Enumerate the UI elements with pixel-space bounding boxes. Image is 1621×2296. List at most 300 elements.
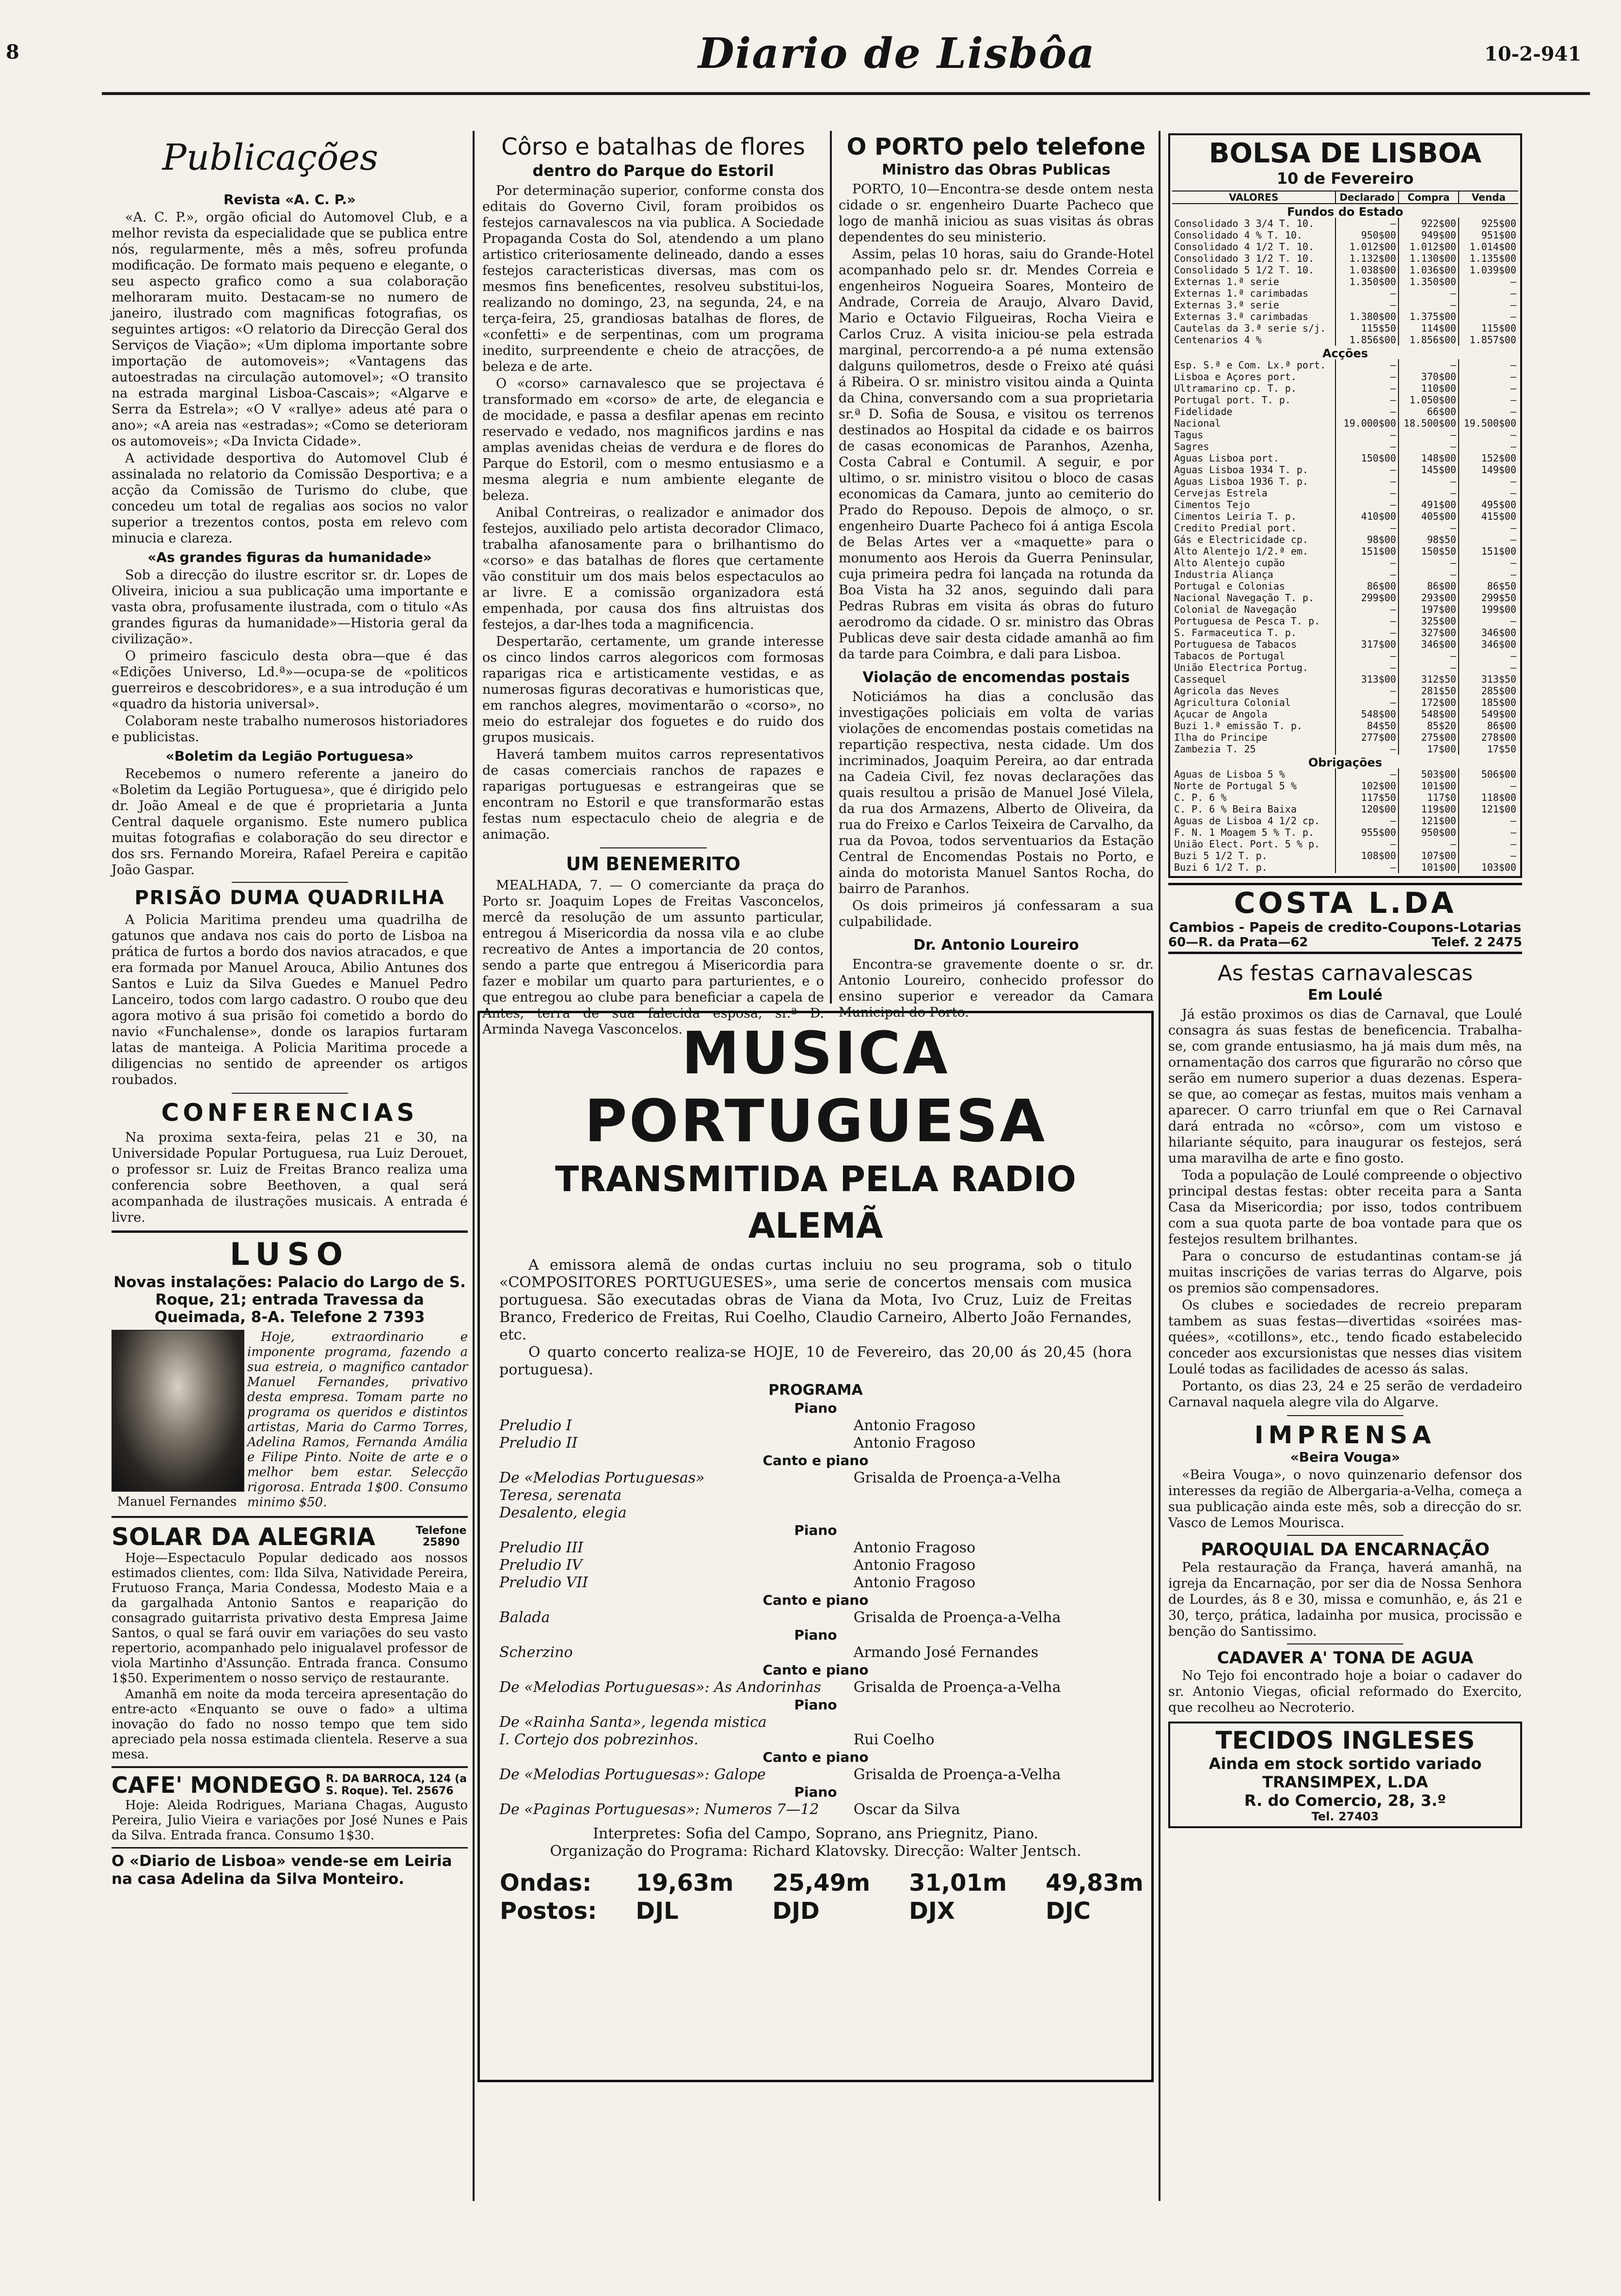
- posto-2: DJD: [772, 1897, 820, 1925]
- musica-portuguesa-ad: [477, 1011, 1154, 2082]
- bolsa-price: —: [1335, 569, 1399, 580]
- bolsa-security-name: Centenarios 4 %: [1174, 334, 1262, 346]
- column-3: [839, 133, 1154, 1020]
- bolsa-security-name: Consolidado 5 1/2 T. 10.: [1174, 264, 1314, 276]
- bolsa-price: —: [1399, 557, 1459, 569]
- bolsa-price: —: [1459, 359, 1518, 371]
- program-performer: Armando José Fernandes: [853, 1644, 1039, 1661]
- bolsa-price: —: [1459, 371, 1518, 383]
- bolsa-price: 86$00: [1399, 580, 1459, 592]
- bolsa-price: —: [1335, 394, 1399, 406]
- bolsa-security-name: Cimentos Tejo: [1174, 499, 1250, 510]
- bolsa-price: 1.380$00: [1335, 311, 1399, 322]
- bolsa-price: 86$50: [1459, 580, 1518, 592]
- conferencias-title: CONFERENCIAS: [161, 1099, 418, 1127]
- bolsa-price: —: [1399, 662, 1459, 673]
- program-section-heading: Piano: [794, 1697, 837, 1713]
- benemerito-title: UM BENEMERITO: [566, 853, 741, 875]
- benemerito-body: MEALHADA, 7. — O comerciante da praça do Porto sr. Joaquim Lopes de Freitas Vasconcelos, mercê da resolução de um assunto particular, entregou á Misericordia da nossa vila e ao clube recreativo de Antes a importancia de 20 contos, sendo a parte que entregou á Misericordia para fazer e mobilar um quarto para parturientes, e o que entregou ao clube para beneficiar a capela de Antes, terra de sua falecida esposa, sr.ª D. Arminda Navega Vasconcelos.: [482, 878, 824, 1037]
- program-performer: [854, 1714, 1132, 1731]
- loule-body5: Portanto, os dias 23, 24 e 25 serão de verdadeiro Carnaval naquela alegre vila do Algarve.: [1168, 1379, 1522, 1410]
- bolsa-security-name: União Elect. Port. 5 % p.: [1174, 838, 1320, 850]
- bolsa-price: 1.857$00: [1459, 334, 1518, 346]
- program-performer: [854, 1487, 1132, 1504]
- bolsa-price: 950$00: [1399, 827, 1459, 838]
- bolsa-price: 101$00: [1399, 780, 1459, 792]
- postos-label: Postos:: [500, 1897, 597, 1925]
- bolsa-price: 199$00: [1459, 604, 1518, 615]
- bolsa-price: 922$00: [1399, 218, 1459, 229]
- bolsa-price: 549$00: [1459, 708, 1518, 720]
- bolsa-group-title: Acções: [1322, 347, 1368, 360]
- bolsa-price: 150$50: [1399, 545, 1459, 557]
- bolsa-security-name: Credito Predial port.: [1174, 522, 1297, 534]
- bolsa-security-name: Aguas de Lisboa 5 %: [1174, 768, 1285, 780]
- bolsa-price: 84$50: [1335, 720, 1399, 732]
- bolsa-price: —: [1459, 815, 1518, 827]
- divider: [111, 1230, 468, 1233]
- bolsa-price: 951$00: [1459, 229, 1518, 241]
- divider: [111, 1516, 468, 1518]
- program-work: De «Melodias Portuguesas»: As Andorinhas: [499, 1679, 821, 1696]
- bolsa-price: —: [1459, 287, 1518, 299]
- bolsa-price: 1.856$00: [1335, 334, 1399, 346]
- bolsa-price: 66$00: [1399, 406, 1459, 417]
- bolsa-group-title: Obrigações: [1308, 756, 1383, 769]
- loule-subtitle: Em Loulé: [1308, 987, 1383, 1004]
- bolsa-price: 293$00: [1399, 592, 1459, 604]
- program-work: Preludio II: [499, 1435, 578, 1451]
- bolsa-security-name: Alto Alentejo cupão: [1174, 557, 1285, 569]
- bolsa-price: 312$50: [1399, 673, 1459, 685]
- bolsa-price: —: [1459, 406, 1518, 417]
- bolsa-price: 1.132$00: [1335, 253, 1399, 264]
- bolsa-security-name: Norte de Portugal 5 %: [1174, 780, 1297, 792]
- onda-2: 25,49m: [772, 1869, 871, 1897]
- bolsa-price: 149$00: [1459, 464, 1518, 476]
- bolsa-price: —: [1335, 685, 1399, 697]
- figuras-body3: Colaboram neste trabalho numerosos historiadores e publicistas.: [111, 714, 468, 745]
- bolsa-price: 1.375$00: [1399, 311, 1459, 322]
- bolsa-price: 150$00: [1335, 452, 1399, 464]
- bolsa-security-name: Portugal e Colonias: [1174, 580, 1285, 592]
- program-section-heading: Piano: [794, 1400, 837, 1416]
- bolsa-price: 1.350$00: [1399, 276, 1459, 287]
- bolsa-price: 107$00: [1399, 850, 1459, 861]
- figuras-title: «As grandes figuras da humanidade»: [147, 549, 432, 565]
- bolsa-price: —: [1459, 662, 1518, 673]
- bolsa-price: 19.500$00: [1459, 417, 1518, 429]
- bolsa-price: —: [1399, 429, 1459, 441]
- program-section-heading: Piano: [794, 1784, 837, 1800]
- bolsa-price: —: [1399, 287, 1459, 299]
- corso-subtitle: dentro do Parque do Estoril: [532, 161, 774, 180]
- costa-addr: 60—R. da Prata—62: [1168, 935, 1308, 950]
- bolsa-price: 151$00: [1335, 545, 1399, 557]
- bolsa-price: —: [1459, 780, 1518, 792]
- bolsa-price: 346$00: [1459, 638, 1518, 650]
- bolsa-price: —: [1335, 383, 1399, 394]
- bolsa-price: —: [1335, 287, 1399, 299]
- bolsa-price: 120$00: [1335, 803, 1399, 815]
- bolsa-security-name: Ultramarino cp. T. p.: [1174, 383, 1297, 394]
- program-performer: Antonio Fragoso: [853, 1539, 976, 1556]
- bolsa-price: —: [1459, 650, 1518, 662]
- bolsa-date: 10 de Fevereiro: [1276, 169, 1414, 188]
- program-section-heading: Piano: [794, 1627, 837, 1643]
- bolsa-price: 102$00: [1335, 780, 1399, 792]
- solar-body2: Amanhã em noite da moda terceira apresentação do entre-acto «Enquanto se ouve o fado» a ultima inovação do fado no nosso tempo que tem sido apreciado pela nossa estimada clientela. Reserve a sua mesa.: [111, 1687, 468, 1762]
- bolsa-price: 151$00: [1459, 545, 1518, 557]
- divider: [111, 1847, 468, 1849]
- tecidos-title: TECIDOS INGLESES: [1215, 1726, 1475, 1754]
- bolsa-title: BOLSA DE LISBOA: [1208, 138, 1482, 169]
- bolsa-price: 950$00: [1335, 229, 1399, 241]
- costa-tel: Telef. 2 2475: [1431, 935, 1522, 950]
- bolsa-price: —: [1335, 406, 1399, 417]
- bolsa-price: 19.000$00: [1335, 417, 1399, 429]
- bolsa-security-name: Consolidado 4 % T. 10.: [1174, 229, 1303, 241]
- bolsa-security-name: Colonial de Navegação: [1174, 604, 1297, 615]
- bolsa-header: Venda: [1459, 191, 1518, 204]
- bolsa-price: 86$00: [1335, 580, 1399, 592]
- venda-note: O «Diario de Lisboa» vende-se em Leiria na casa Adelina da Silva Monteiro.: [111, 1852, 452, 1888]
- bolsa-price: 506$00: [1459, 768, 1518, 780]
- bolsa-price: —: [1399, 487, 1459, 499]
- newspaper-title: Diario de Lisbôa: [698, 29, 1096, 78]
- bolsa-price: 1.038$00: [1335, 264, 1399, 276]
- bolsa-price: —: [1335, 627, 1399, 638]
- bolsa-price: 172$00: [1399, 697, 1459, 708]
- divider: [111, 1766, 468, 1768]
- bolsa-price: —: [1399, 522, 1459, 534]
- program-section-heading: Canto e piano: [763, 1452, 869, 1468]
- violacao-body: Noticiámos ha dias a conclusão das investigações policiais em volta de varias violações de encomendas postais cometidas na repartição respectiva, nesta cidade. Um dos incriminados, Joaquim Pereira, ao dar entrada na Cadeia Civil, fez novas declarações das quais resultou a prisão de Manuel José Vilela, da rua dos Armazens, Alberto de Oliveira, da rua do Freixo e Carlos Teixeira de Carvalho, da rua da Povoa, todos serventuarios da Estação Central de Encomendas Postais no Porto, e ainda do motorista Manuel Santos Rocha, do bairro de Paranhos.: [839, 689, 1154, 896]
- divider: [232, 1093, 348, 1094]
- program-performer: Antonio Fragoso: [853, 1557, 976, 1574]
- corso-body3: Anibal Contreiras, o realizador e animador dos festejos, auxiliado pelo artista decorador Climaco, trabalha afanosamente para o brilhantismo do «corso» e das batalhas de flores que certamente vão constituir um dos mais belos espectaculos ao ar livre. E a comissão organizadora está empenhada, por causa dos fins altruistas dos festejos, a dar-lhes toda a magnificencia.: [482, 505, 824, 632]
- bolsa-security-name: Açucar de Angola: [1174, 708, 1268, 720]
- bolsa-security-name: União Electrica Portug.: [1174, 662, 1308, 673]
- bolsa-price: 278$00: [1459, 732, 1518, 743]
- bolsa-price: 410$00: [1335, 510, 1399, 522]
- program-work: I. Cortejo dos pobrezinhos.: [499, 1731, 699, 1748]
- bolsa-price: —: [1459, 569, 1518, 580]
- bolsa-price: 1.012$00: [1335, 241, 1399, 253]
- bolsa-price: —: [1335, 299, 1399, 311]
- porto-body: PORTO, 10—Encontra-se desde ontem nesta cidade o sr. engenheiro Duarte Pacheco que logo de manhã iniciou as suas visitas ás obras dependentes do seu ministerio.: [839, 182, 1154, 245]
- bolsa-security-name: C. P. 6 % Beira Baixa: [1174, 803, 1297, 815]
- prisao-title: PRISÃO DUMA QUADRILHA: [134, 887, 445, 909]
- bolsa-price: —: [1459, 383, 1518, 394]
- bolsa-price: —: [1335, 371, 1399, 383]
- tecidos-box: [1168, 1722, 1522, 1828]
- bolsa-price: —: [1459, 394, 1518, 406]
- bolsa-price: —: [1459, 299, 1518, 311]
- bolsa-price: 85$20: [1399, 720, 1459, 732]
- program-performer: Oscar da Silva: [853, 1801, 960, 1818]
- solar-title: SOLAR DA ALEGRIA: [111, 1523, 376, 1551]
- program-performer: Antonio Fragoso: [853, 1417, 976, 1434]
- corso-body: Por determinação superior, conforme consta dos editais do Governo Civil, foram proibidos os festejos carnavalescos na via publica. A Sociedade Propaganda Costa do Sol, atendendo a um plano artistico criteriosamente delineado, dando a esses festejos caracteristicas diversas, mas com os mesmos fins beneficentes, resolveu substitui-los, realizando no domingo, 23, na segunda, 24, e na terça-feira, 25, grandiosas batalhas de flores, de «confetti» e de serpentinas, com um programa inedito, surpreendente e cheio de atracções, de beleza e de arte.: [482, 183, 824, 374]
- bolsa-price: 346$00: [1399, 638, 1459, 650]
- ondas-label: Ondas:: [500, 1869, 592, 1897]
- bolsa-price: 103$00: [1459, 861, 1518, 873]
- bolsa-header: VALORES: [1172, 191, 1335, 204]
- bolsa-price: —: [1459, 476, 1518, 487]
- masthead: [0, 29, 1621, 87]
- bolsa-security-name: Agricultura Colonial: [1174, 697, 1291, 708]
- bolsa-price: —: [1335, 499, 1399, 510]
- program-work: Scherzino: [499, 1644, 573, 1661]
- bolsa-security-name: Consolidado 3 1/2 T. 10.: [1174, 253, 1314, 264]
- bolsa-price: —: [1459, 441, 1518, 452]
- bolsa-security-name: Lisboa e Açores port.: [1174, 371, 1297, 383]
- program-performer: Grisalda de Proença-a-Velha: [853, 1766, 1061, 1783]
- interpretes: Interpretes: Sofia del Campo, Soprano, ans Priegnitz, Piano.: [593, 1825, 1038, 1842]
- bolsa-price: 317$00: [1335, 638, 1399, 650]
- imprensa-body: «Beira Vouga», o novo quinzenario defensor dos interesses da região de Albergaria-a-Velha, começa a sua publicação ainda este mês, sob a direcção do sr. Vasco de Lemos Mourisca.: [1168, 1467, 1522, 1531]
- bolsa-price: —: [1335, 838, 1399, 850]
- bolsa-price: 152$00: [1459, 452, 1518, 464]
- bolsa-security-name: Nacional: [1174, 417, 1221, 429]
- bolsa-price: 1.012$00: [1399, 241, 1459, 253]
- bolsa-price: 955$00: [1335, 827, 1399, 838]
- column-divider: [473, 131, 475, 2201]
- bolsa-price: —: [1459, 615, 1518, 627]
- bolsa-security-name: Cassequel: [1174, 673, 1227, 685]
- imprensa-title: IMPRENSA: [1254, 1421, 1436, 1449]
- solar-body: Hoje—Espectaculo Popular dedicado aos nossos estimados clientes, com: Ilda Silva, Natividade Pereira, Frutuoso França, Maria Condessa, Modesto Maia e a da gargalhada Antonio Santos e reaparição do consagrado guitarrista privativo desta Empresa Jaime Santos, o qual se fará ouvir em variações do seu vasto repertorio, acompanhado pelo inigualavel professor de viola Martinho d'Assunção. Entrada franca. Consumo 1$50. Experimentem o nosso serviço de restaurante.: [111, 1551, 468, 1686]
- bolsa-price: —: [1335, 464, 1399, 476]
- bolsa-price: 925$00: [1459, 218, 1518, 229]
- program-work: De «Melodias Portuguesas»: [499, 1469, 705, 1486]
- bolsa-price: 1.135$00: [1459, 253, 1518, 264]
- posto-4: DJC: [1045, 1897, 1091, 1925]
- bolsa-security-name: Alto Alentejo 1/2.ª em.: [1174, 545, 1308, 557]
- bolsa-price: 98$00: [1335, 534, 1399, 545]
- loule-body2: Toda a população de Loulé compreende o objectivo principal destas festas: obter receita para a Santa Casa da Misericordia; por isso, todos contribuem com a sua quota parte de boa vontade para que os festejos resultem brilhantes.: [1168, 1168, 1522, 1247]
- violacao-body2: Os dois primeiros já confessaram a sua culpabilidade.: [839, 898, 1154, 929]
- program-performer: Rui Coelho: [853, 1731, 935, 1748]
- bolsa-security-name: Tabacos de Portugal: [1174, 650, 1285, 662]
- bolsa-price: 370$00: [1399, 371, 1459, 383]
- figuras-body: Sob a direcção do ilustre escritor sr. dr. Lopes de Oliveira, iniciou a sua publicação uma importante e vasta obra, profusamente ilustrada, com o titulo «As grandes figuras da humanidade»—Historia geral da civilização».: [111, 568, 468, 647]
- bolsa-price: 491$00: [1399, 499, 1459, 510]
- prisao-body: A Policia Maritima prendeu uma quadrilha de gatunos que andava nos cais do porto de Lisboa na prática de furtos a bordo dos navios atracados, e que era formada por Manuel Arouca, Abilio Antunes dos Santos e Luiz da Silva Guedes e Manuel Pedro Lanceiro, todos com largo cadastro. O roubo que deu agora motivo á sua prisão foi cometido a bordo do navio «Funchalense», donde os larapios furtaram latas de manteiga. A Policia Maritima procede a diligencias no sentido de apreender os artigos roubados.: [111, 912, 468, 1087]
- costa-line1: Cambios - Papeis de credito-Coupons-Lotarias: [1169, 919, 1522, 935]
- mondego-body: Hoje: Aleida Rodrigues, Mariana Chagas, Augusto Pereira, Julio Vieira e variações por José Nunes e Pais da Silva. Entrada franca. Consumo 1$30.: [111, 1798, 468, 1843]
- bolsa-price: —: [1459, 522, 1518, 534]
- program-work: De «Rainha Santa», legenda mistica: [499, 1714, 767, 1731]
- bolsa-price: 1.039$00: [1459, 264, 1518, 276]
- bolsa-price: 281$50: [1399, 685, 1459, 697]
- section-title-publicacoes: Publicações: [162, 137, 379, 178]
- program-work: Preludio III: [499, 1539, 584, 1556]
- bolsa-price: —: [1335, 476, 1399, 487]
- loule-body3: Para o concurso de estudantinas contam-se já muitas inscrições de varias terras do Algarve, pois os premios são compensadores.: [1168, 1249, 1522, 1296]
- divider: [232, 882, 348, 883]
- corso-body4: Despertarão, certamente, um grande interesse os cinco lindos carros alegoricos com formosas raparigas rica e artisticamente vestidas, e as numerosas figuras decorativas e humoristicas que, em ranchos alegres, movimentarão o «corso», no meio do estralejar dos foguetes e do ruido dos grupos musicais.: [482, 634, 824, 745]
- bolsa-price: —: [1335, 615, 1399, 627]
- loule-title: As festas carnavalescas: [1217, 961, 1473, 986]
- bolsa-price: 17$00: [1399, 743, 1459, 755]
- bolsa-price: 503$00: [1399, 768, 1459, 780]
- legiao-body: Recebemos o numero referente a janeiro do «Boletim da Legião Portuguesa», que é dirigido pelo dr. João Ameal e de que é proprietaria a Junta Central daquele organismo. Este numero publica muitas fotografias e colaboração do seu director e dos srs. Fernando Moreira, Rafael Pereira e capitão João Gaspar.: [111, 766, 468, 877]
- bolsa-price: 1.350$00: [1335, 276, 1399, 287]
- bolsa-price: 299$50: [1459, 592, 1518, 604]
- bolsa-security-name: Cautelas da 3.ª serie s/j.: [1174, 322, 1326, 334]
- bolsa-security-name: Externas 1.ª carimbadas: [1174, 287, 1308, 299]
- bolsa-price: 117$50: [1335, 792, 1399, 803]
- column-1: [111, 133, 468, 2218]
- bolsa-security-name: Gás e Electricidade cp.: [1174, 534, 1308, 545]
- program-section-heading: Canto e piano: [763, 1592, 869, 1608]
- bolsa-price: —: [1399, 299, 1459, 311]
- program-work: Balada: [499, 1609, 550, 1626]
- program-work: Preludio IV: [499, 1557, 583, 1574]
- bolsa-security-name: Portuguesa de Pesca T. p.: [1174, 615, 1320, 627]
- divider: [1287, 1535, 1403, 1536]
- column-divider: [830, 131, 832, 1004]
- bolsa-price: —: [1399, 441, 1459, 452]
- bolsa-price: 119$00: [1399, 803, 1459, 815]
- bolsa-price: 949$00: [1399, 229, 1459, 241]
- violacao-title: Violação de encomendas postais: [862, 669, 1130, 686]
- bolsa-price: —: [1399, 569, 1459, 580]
- bolsa-price: —: [1335, 861, 1399, 873]
- bolsa-security-name: Esp. S.ª e Com. Lx.ª port.: [1174, 359, 1326, 371]
- acp-body2: A actividade desportiva do Automovel Club é assinalada no relatorio da Comissão Desportiva; e a acção da Comissão de Turismo do clube, que concedeu um total de regalias aos socios no valor superior a trezentos contos, posta em relevo com minucia e clareza.: [111, 451, 468, 546]
- bolsa-price: 548$00: [1399, 708, 1459, 720]
- bolsa-price: 275$00: [1399, 732, 1459, 743]
- tecidos-line3: R. do Comercio, 28, 3.º: [1244, 1791, 1446, 1810]
- loureiro-title: Dr. Antonio Loureiro: [913, 937, 1079, 954]
- bolsa-price: —: [1459, 487, 1518, 499]
- tecidos-line2: TRANSIMPEX, L.DA: [1262, 1773, 1428, 1791]
- costa-box: [1168, 883, 1522, 954]
- frequencies-table: [499, 1869, 1163, 1925]
- bolsa-price: —: [1335, 697, 1399, 708]
- program-performer: Antonio Fragoso: [853, 1574, 976, 1591]
- musica-intro: A emissora alemã de ondas curtas incluiu no seu programa, sob o titulo «COMPOSITORES PORTUGUESES», uma serie de concertos mensais com musica portuguesa. São executadas obras de Viana da Mota, Ivo Cruz, Luiz de Freitas Branco, Frederico de Freitas, Rui Coelho, Claudio Carneiro, Alberto João Fernandes, etc.: [499, 1257, 1132, 1343]
- bolsa-header: Declarado: [1335, 191, 1399, 204]
- bolsa-price: —: [1335, 650, 1399, 662]
- bolsa-price: 415$00: [1459, 510, 1518, 522]
- bolsa-security-name: Sagres: [1174, 441, 1209, 452]
- bolsa-security-name: Buzi 1.ª emissão T. p.: [1174, 720, 1303, 732]
- bolsa-security-name: Externas 1.ª serie: [1174, 276, 1279, 287]
- bolsa-security-name: Consolidado 4 1/2 T. 10.: [1174, 241, 1314, 253]
- bolsa-group-title: Fundos do Estado: [1287, 205, 1403, 219]
- bolsa-price: 325$00: [1399, 615, 1459, 627]
- loureiro-body: Encontra-se gravemente doente o sr. dr. Antonio Loureiro, conhecido professor do ensino superior e vereador da Camara Municipal do Porto.: [839, 957, 1154, 1020]
- bolsa-price: 114$00: [1399, 322, 1459, 334]
- bolsa-header: Compra: [1399, 191, 1459, 204]
- bolsa-price: 1.130$00: [1399, 253, 1459, 264]
- onda-4: 49,83m: [1045, 1869, 1144, 1897]
- bolsa-price: —: [1459, 838, 1518, 850]
- bolsa-price: —: [1335, 815, 1399, 827]
- bolsa-price: 313$50: [1459, 673, 1518, 685]
- program-work: Preludio I: [499, 1417, 572, 1434]
- bolsa-price: 117$0: [1399, 792, 1459, 803]
- bolsa-security-name: Portuguesa de Tabacos: [1174, 638, 1297, 650]
- bolsa-price: —: [1335, 768, 1399, 780]
- bolsa-security-name: Fidelidade: [1174, 406, 1233, 417]
- tecidos-line1: Ainda em stock sortido variado: [1208, 1754, 1482, 1773]
- organizacao: Organização do Programa: Richard Klatovsky. Direcção: Walter Jentsch.: [550, 1843, 1081, 1860]
- bolsa-price: —: [1399, 476, 1459, 487]
- bolsa-price: —: [1459, 850, 1518, 861]
- bolsa-price: 327$00: [1399, 627, 1459, 638]
- bolsa-price: 108$00: [1335, 850, 1399, 861]
- bolsa-price: 86$00: [1459, 720, 1518, 732]
- mondego-addr: R. DA BARROCA, 124 (a S. Roque). Tel. 25676: [326, 1773, 467, 1797]
- bolsa-price: 1.036$00: [1399, 264, 1459, 276]
- bolsa-price: 115$00: [1459, 322, 1518, 334]
- bolsa-price: 1.856$00: [1399, 334, 1459, 346]
- program-work: Desalento, elegia: [499, 1504, 627, 1521]
- bolsa-price: —: [1335, 359, 1399, 371]
- bolsa-security-name: Cervejas Estrela: [1174, 487, 1268, 499]
- bolsa-price: —: [1335, 662, 1399, 673]
- luso-headline: Novas instalações: Palacio do Largo de S. Roque, 21; entrada Travessa da Queimada, 8-A. Telefone 2 7393: [113, 1274, 466, 1326]
- bolsa-security-name: Aguas Lisboa 1934 T. p.: [1174, 464, 1308, 476]
- bolsa-price: 185$00: [1459, 697, 1518, 708]
- costa-title: COSTA L.DA: [1234, 886, 1457, 920]
- bolsa-price: —: [1459, 311, 1518, 322]
- bolsa-security-name: Buzi 6 1/2 T. p.: [1174, 861, 1268, 873]
- porto-subtitle: Ministro das Obras Publicas: [882, 161, 1111, 178]
- singer-photo: [111, 1330, 244, 1492]
- posto-1: DJL: [636, 1897, 679, 1925]
- bolsa-price: —: [1335, 604, 1399, 615]
- solar-phone: Telefone 25890: [415, 1525, 467, 1548]
- bolsa-price: —: [1335, 743, 1399, 755]
- loule-body: Já estão proximos os dias de Carnaval, que Loulé consagra ás suas festas de beneficencia. Trabalha-se, com grande entusiasmo, ha já mais dum mês, na ornamentação dos carros que figurarão no côrso que serão em numero superior a duas dezenas. Espera-se que, ao começar as festas, muitos mais venham a aparecer. O carro triunfal em que o Rei Carnaval dará entrada no «côrso», com um vistoso e hilariante séquito, para inaugurar os festejos, será uma maravilha de arte e fino gosto.: [1168, 1007, 1522, 1166]
- bolsa-price: 548$00: [1335, 708, 1399, 720]
- onda-3: 31,01m: [909, 1869, 1007, 1897]
- posto-3: DJX: [909, 1897, 955, 1925]
- onda-1: 19,63m: [636, 1869, 734, 1897]
- bolsa-security-name: Portugal port. T. p.: [1174, 394, 1291, 406]
- cadaver-body: No Tejo foi encontrado hoje a boiar o cadaver do sr. Antonio Viegas, oficial reformado do Exercito, que recolheu ao Necroterio.: [1168, 1668, 1522, 1715]
- program-section-heading: Canto e piano: [763, 1749, 869, 1765]
- bolsa-price: 110$00: [1399, 383, 1459, 394]
- bolsa-price: —: [1459, 429, 1518, 441]
- program-section-heading: Canto e piano: [763, 1662, 869, 1678]
- bolsa-price: 277$00: [1335, 732, 1399, 743]
- divider: [600, 847, 707, 848]
- bolsa-price: 197$00: [1399, 604, 1459, 615]
- program-work: Preludio VII: [499, 1574, 588, 1591]
- mondego-title: CAFE' MONDEGO: [111, 1772, 321, 1798]
- bolsa-price: 346$00: [1459, 627, 1518, 638]
- bolsa-price: 299$00: [1335, 592, 1399, 604]
- musica-subtitle: TRANSMITIDA PELA RADIO ALEMÃ: [555, 1159, 1076, 1246]
- bolsa-security-name: Consolidado 3 3/4 T. 10.: [1174, 218, 1314, 229]
- issue-date: 10-2-941: [1484, 43, 1582, 65]
- bolsa-security-name: Buzi 5 1/2 T. p.: [1174, 850, 1268, 861]
- bolsa-price: —: [1335, 557, 1399, 569]
- bolsa-price: 118$00: [1459, 792, 1518, 803]
- program-section-heading: Piano: [794, 1522, 837, 1538]
- bolsa-price: —: [1335, 487, 1399, 499]
- masthead-rule: [102, 92, 1590, 95]
- corso-body5: Haverá tambem muitos carros representativos de casas comerciais ranchos de rapazes e raparigas portuguesas e estrangeiras que se encontram no Estoril e que transformarão estas festas num espectaculo cheio de alegria e de animação.: [482, 747, 824, 842]
- loule-body4: Os clubes e sociedades de recreio preparam tambem as suas festas—divertidas «soirées mas-quées», «cotillons», etc., tendo ficado estabelecido conceder aos excursionistas que nesses dias visitem Loulé todas as facilidades de acesso ás salas.: [1168, 1298, 1522, 1377]
